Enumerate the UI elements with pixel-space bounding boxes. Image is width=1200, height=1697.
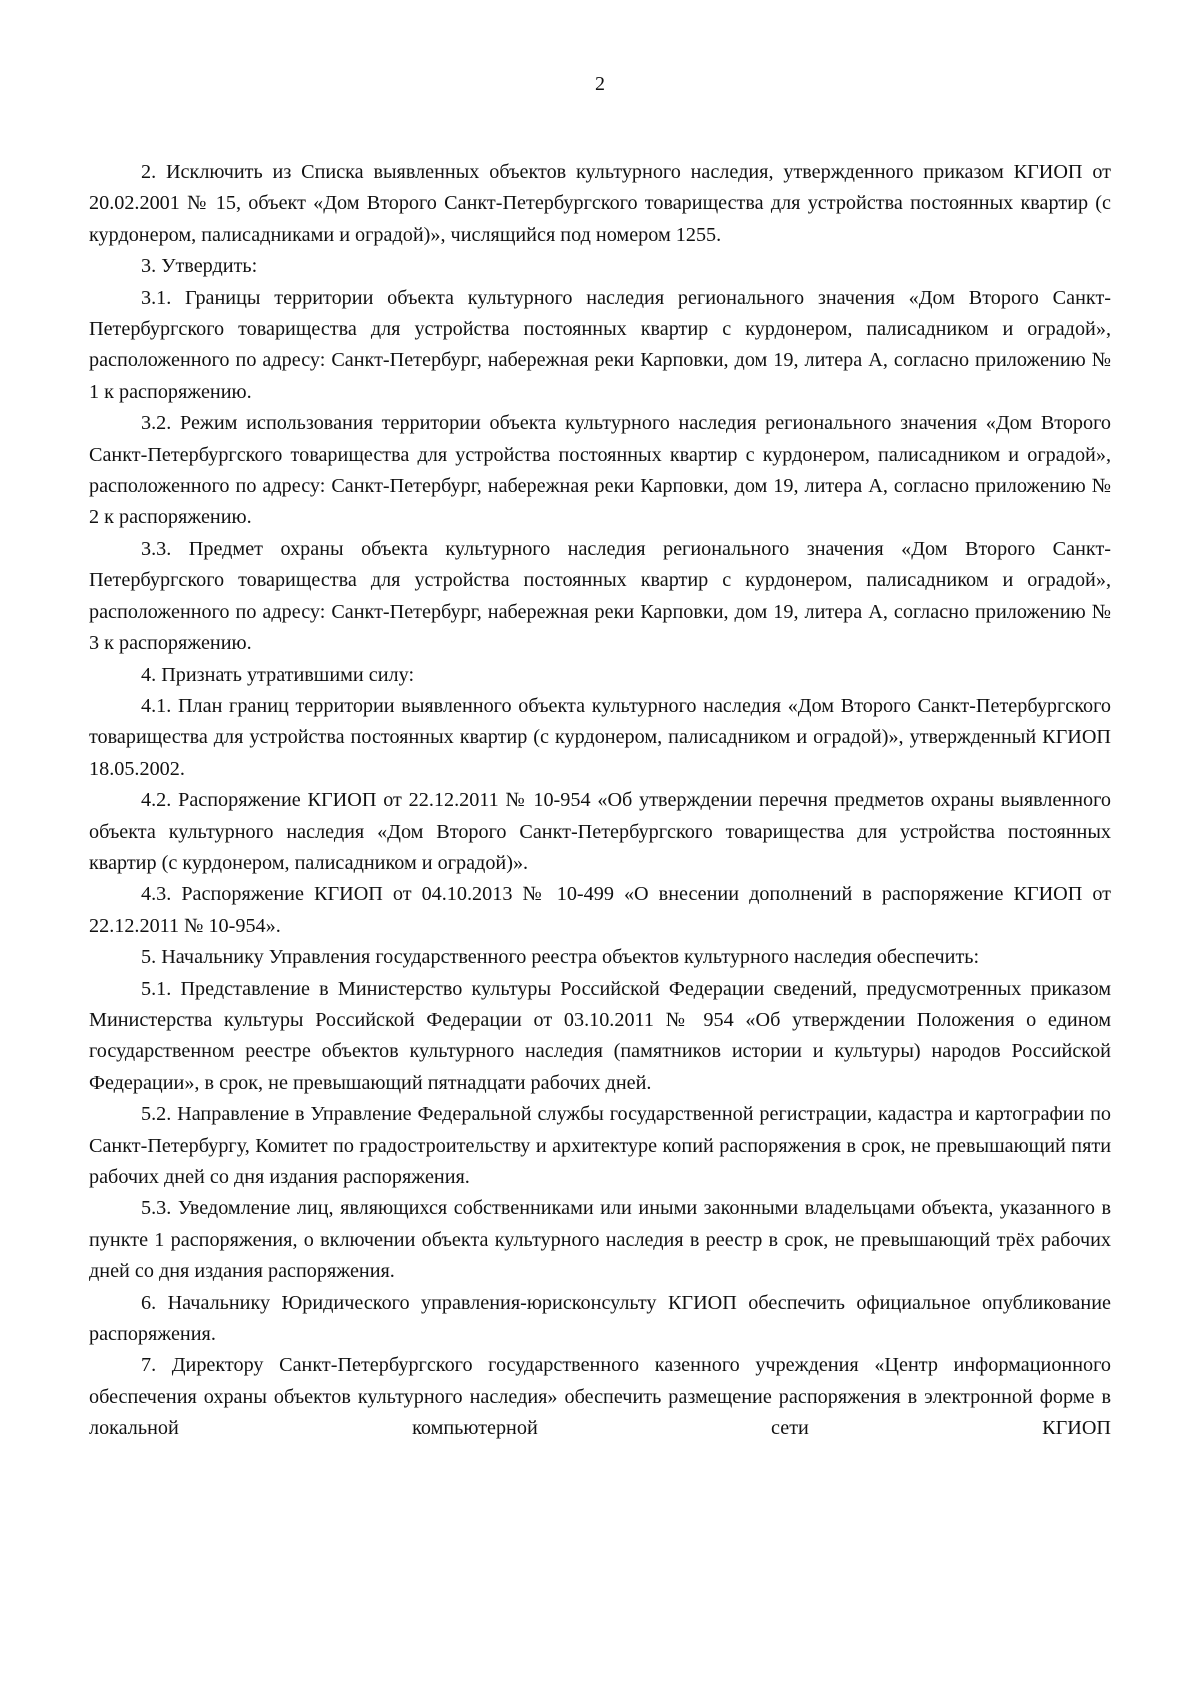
document-body xyxy=(89,157,1111,1445)
paragraph-7: 7. Директору Санкт-Петербургского государственного казенного учреждения «Центр информационного обеспечения охраны объектов культурного наследия» обеспечить размещение распоряжения в электронной форме в локальной компьютерной сети КГИОП xyxy=(89,1354,1111,1440)
paragraph-3-3: 3.3. Предмет охраны объекта культурного наследия регионального значения «Дом Второго Санкт-Петербургского товарищества для устройства постоянных квартир с курдонером, палисадником и оградой», расположенного по адресу: Санкт-Петербург, набережная реки Карповки, дом 19, литера А, согласно приложению № 3 к распоряжению. xyxy=(89,537,1111,655)
paragraph-4: 4. Признать утратившими силу: xyxy=(141,663,415,686)
paragraph-3-2: 3.2. Режим использования территории объекта культурного наследия регионального значения «Дом Второго Санкт-Петербургского товарищества для устройства постоянных квартир с курдонером, палисадником и оградой», расположенного по адресу: Санкт-Петербург, набережная реки Карповки, дом 19, литера А, согласно приложению № 2 к распоряжению. xyxy=(89,412,1111,529)
paragraph-6: 6. Начальнику Юридического управления-юрисконсульту КГИОП обеспечить официальное опубликование распоряжения. xyxy=(89,1291,1111,1346)
paragraph-5-3: 5.3. Уведомление лиц, являющихся собственниками или иными законными владельцами объекта, указанного в пункте 1 распоряжения, о включении объекта культурного наследия в реестр в срок, не превышающий трёх рабочих дней со дня издания распоряжения. xyxy=(89,1197,1111,1283)
paragraph-5: 5. Начальнику Управления государственного реестра объектов культурного наследия обеспечить: xyxy=(141,946,980,969)
paragraph-5-1: 5.1. Представление в Министерство культуры Российской Федерации сведений, предусмотренных приказом Министерства культуры Российской Федерации от 03.10.2011 № 954 «Об утверждении Положения о едином государственном реестре объектов культурного наследия (памятников истории и культуры) народов Российской Федерации», в срок, не превышающий пятнадцати рабочих дней. xyxy=(89,977,1111,1094)
paragraph-4-1: 4.1. План границ территории выявленного объекта культурного наследия «Дом Второго Санкт-Петербургского товарищества для устройства постоянных квартир (с курдонером, палисадником и оградой)», утвержденный КГИОП 18.05.2002. xyxy=(89,694,1111,780)
paragraph-4-3: 4.3. Распоряжение КГИОП от 04.10.2013 № 10-499 «О внесении дополнений в распоряжение КГИОП от 22.12.2011 № 10-954». xyxy=(89,883,1111,937)
page-number: 2 xyxy=(595,73,605,95)
paragraph-2: 2. Исключить из Списка выявленных объектов культурного наследия, утвержденного приказом КГИОП от 20.02.2001 № 15, объект «Дом Второго Санкт-Петербургского товарищества для устройства постоянных квартир (с курдонером, палисадниками и оградой)», числящийся под номером 1255. xyxy=(89,161,1111,246)
paragraph-3-1: 3.1. Границы территории объекта культурного наследия регионального значения «Дом Второго Санкт-Петербургского товарищества для устройства постоянных квартир с курдонером, палисадником и оградой», расположенного по адресу: Санкт-Петербург, набережная реки Карповки, дом 19, литера А, согласно приложению № 1 к распоряжению. xyxy=(89,286,1111,403)
paragraph-5-2: 5.2. Направление в Управление Федеральной службы государственной регистрации, кадастра и картографии по Санкт-Петербургу, Комитет по градостроительству и архитектуре копий распоряжения в срок, не превышающий пяти рабочих дней со дня издания распоряжения. xyxy=(89,1103,1111,1188)
paragraph-4-2: 4.2. Распоряжение КГИОП от 22.12.2011 № 10-954 «Об утверждении перечня предметов охраны выявленного объекта культурного наследия «Дом Второго Санкт-Петербургского товарищества для устройства постоянных квартир (с курдонером, палисадником и оградой)». xyxy=(89,789,1111,874)
paragraph-3: 3. Утвердить: xyxy=(141,255,258,278)
